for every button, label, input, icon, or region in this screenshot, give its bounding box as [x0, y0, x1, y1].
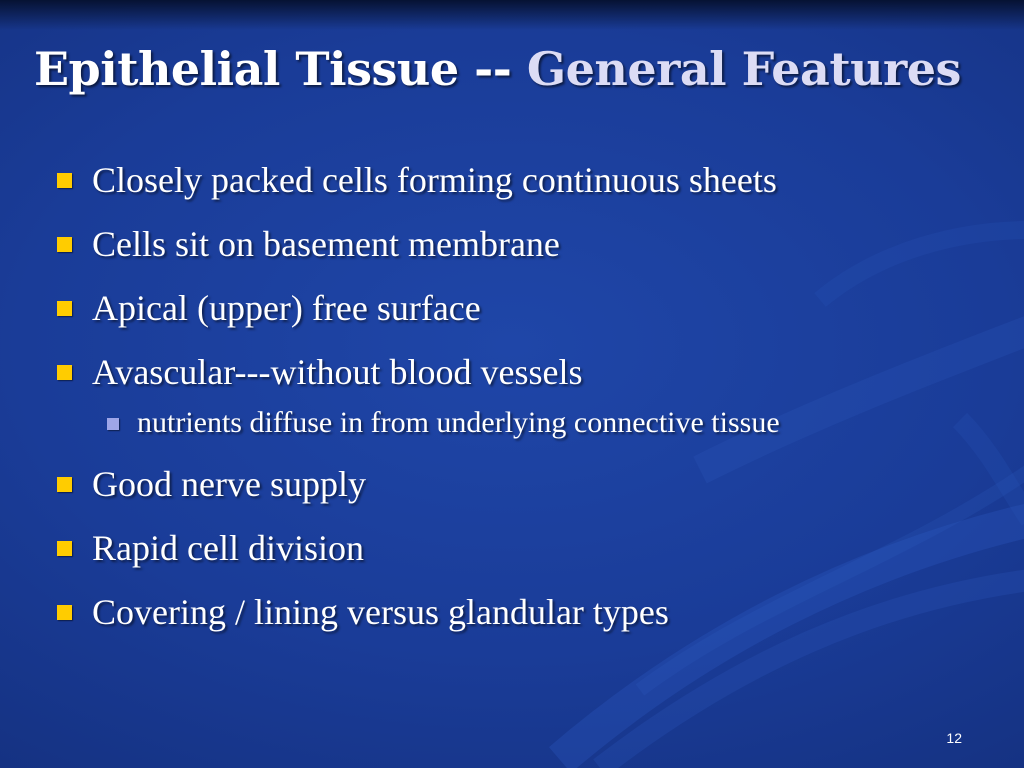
title-main: Epithelial Tissue --: [34, 42, 512, 96]
sub-bullet-text: nutrients diffuse in from underlying connective tissue: [137, 406, 780, 439]
square-bullet-icon: [57, 365, 72, 380]
bullet-text: Rapid cell division: [92, 528, 364, 568]
bullet-item: [55, 587, 995, 651]
sub-bullet-item: [55, 403, 995, 459]
bullet-text: Good nerve supply: [92, 464, 366, 504]
square-bullet-icon: [57, 237, 72, 252]
square-bullet-icon: [57, 541, 72, 556]
page-number: 12: [946, 730, 962, 746]
bullet-item: [55, 283, 995, 347]
bullet-text: Closely packed cells forming continuous sheets: [92, 160, 777, 200]
title-accent: General Features: [526, 42, 961, 96]
square-bullet-icon: [57, 477, 72, 492]
slide-title: [34, 42, 961, 96]
bullet-text: Avascular---without blood vessels: [92, 352, 583, 392]
bullet-list: [55, 155, 995, 651]
bullet-item: [55, 523, 995, 587]
square-bullet-icon: [57, 301, 72, 316]
bullet-item: [55, 155, 995, 219]
square-bullet-icon: [57, 605, 72, 620]
bullet-item: [55, 219, 995, 283]
bullet-item: [55, 459, 995, 523]
square-bullet-icon: [57, 173, 72, 188]
bullet-text: Apical (upper) free surface: [92, 288, 481, 328]
square-sub-bullet-icon: [107, 418, 119, 430]
bullet-text: Cells sit on basement membrane: [92, 224, 560, 264]
bullet-text: Covering / lining versus glandular types: [92, 592, 669, 632]
bullet-item: [55, 347, 995, 411]
